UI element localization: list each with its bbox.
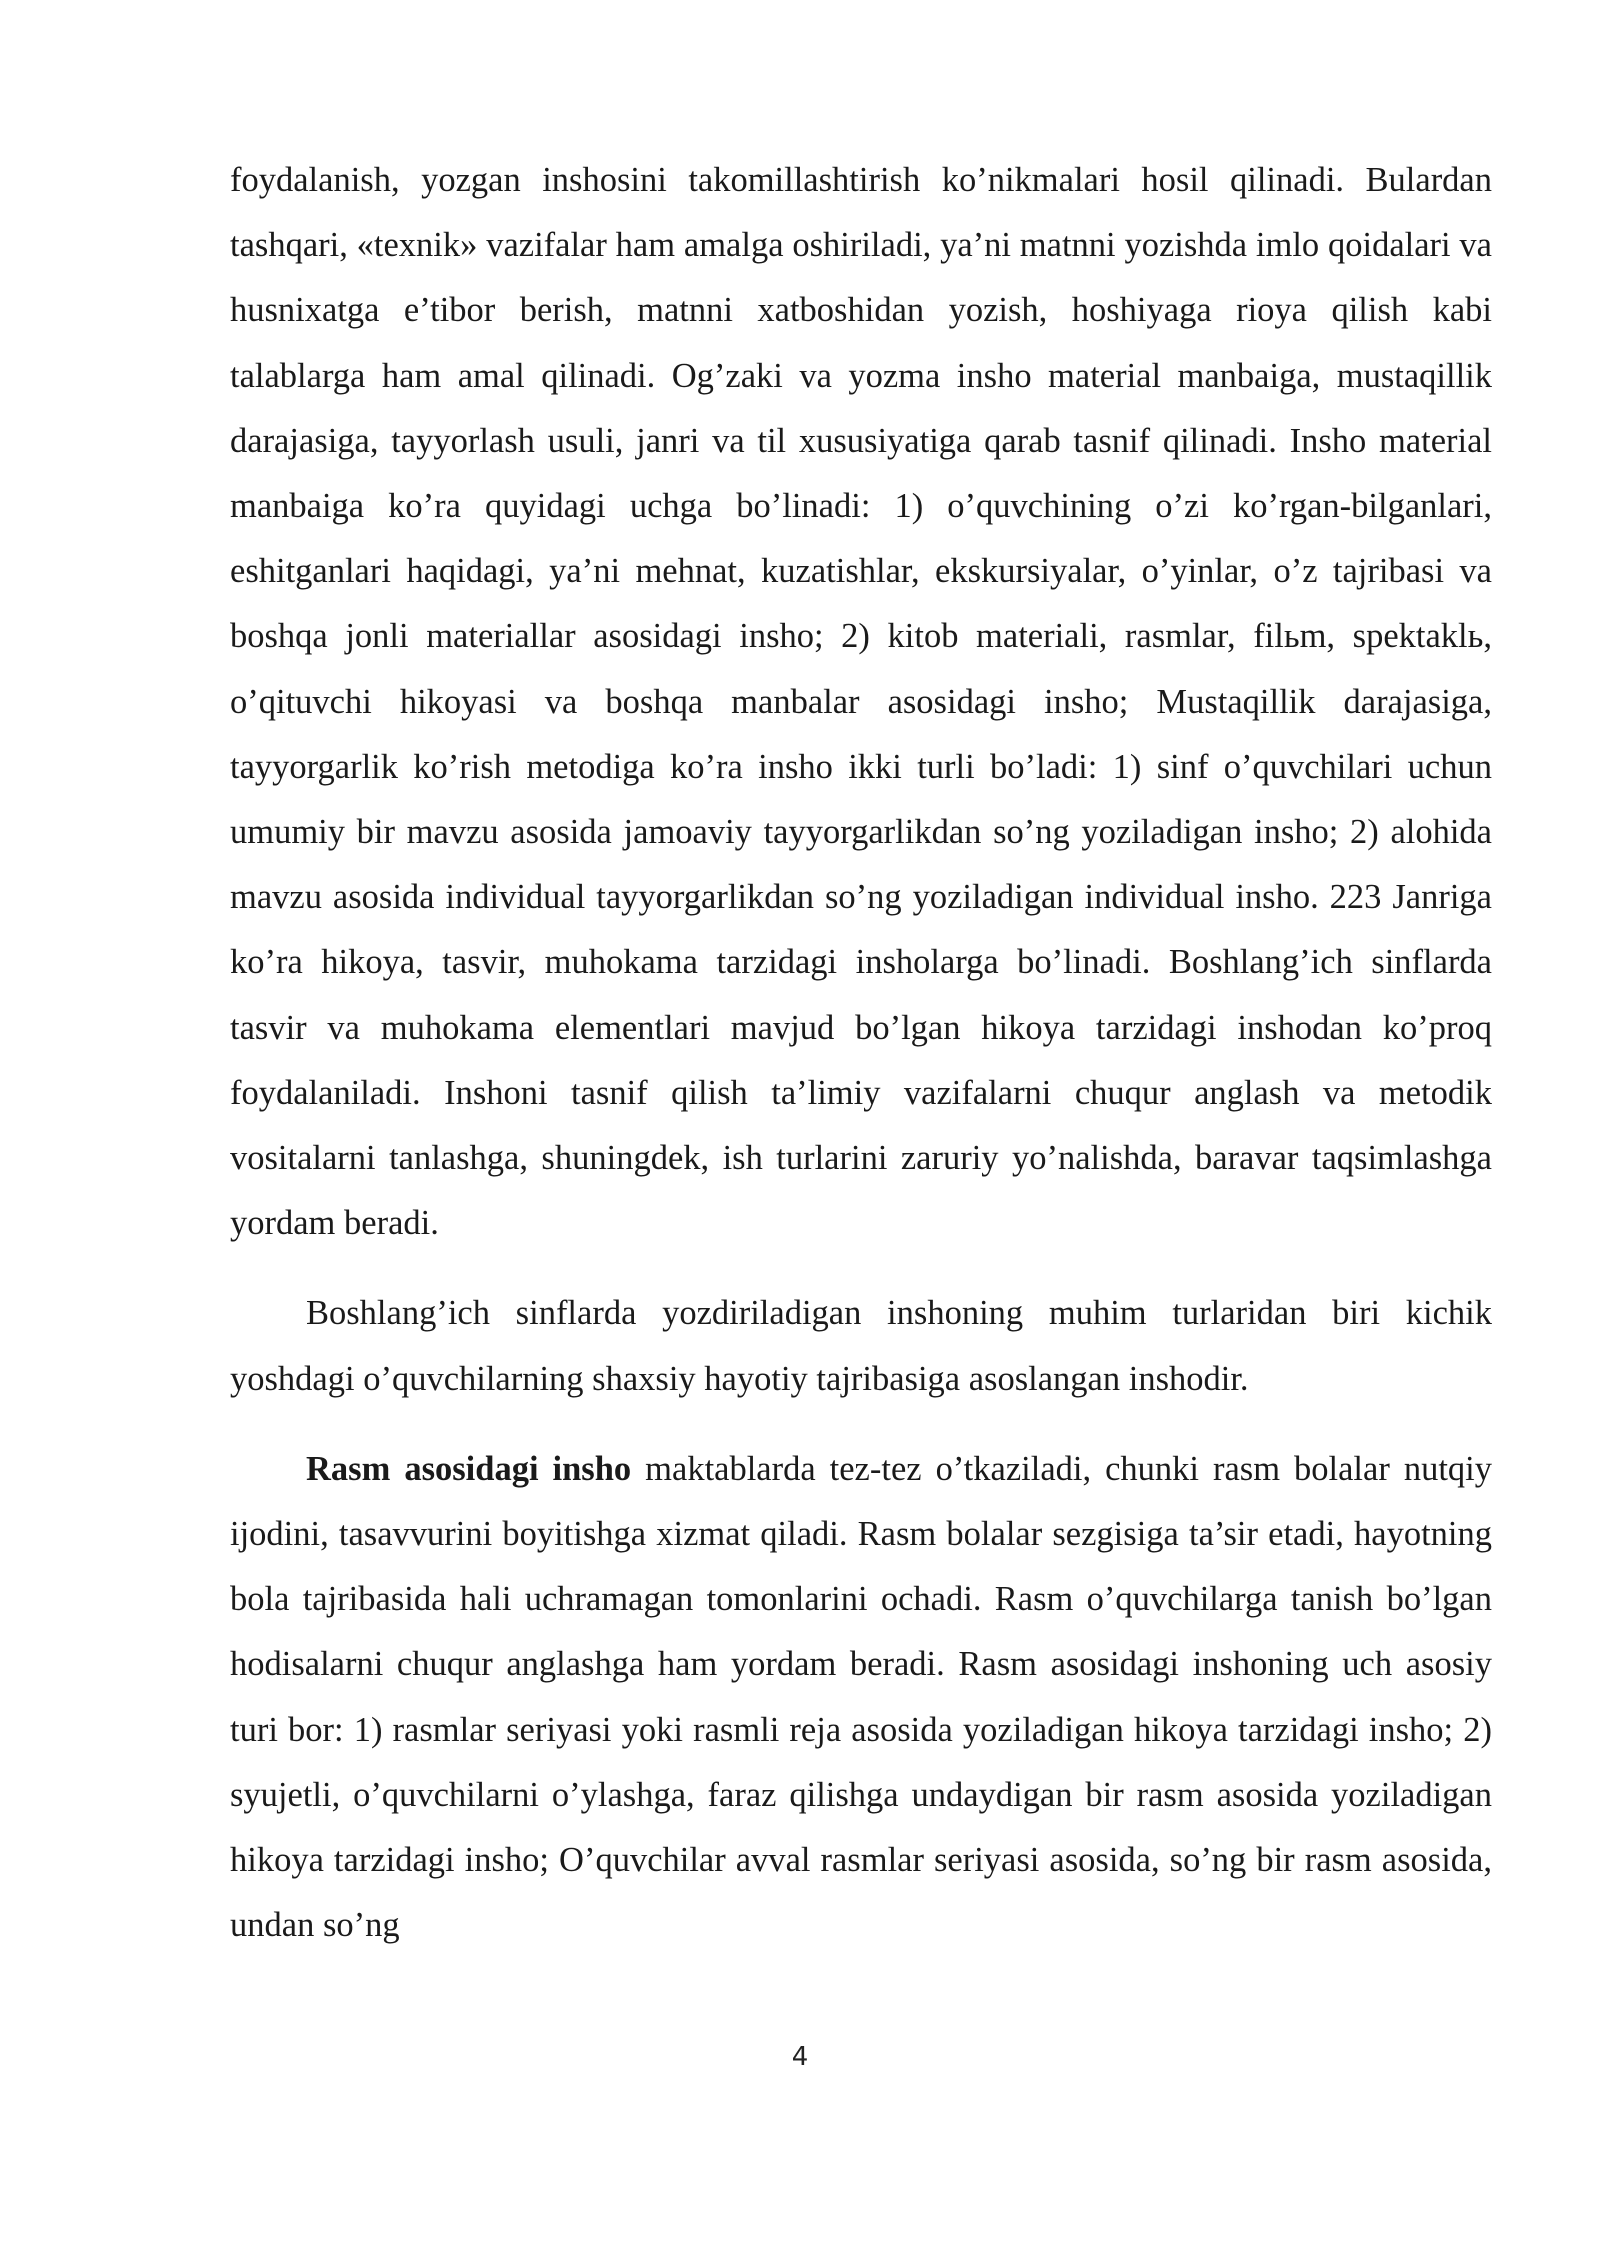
bold-term-rasm-asosidagi-insho: Rasm asosidagi insho — [306, 1449, 632, 1488]
paragraph-2: Boshlang’ich sinflarda yozdiriladigan inshoning muhim turlaridan biri kichik yoshdagi o’quvchilarning shaxsiy hayotiy tajribasiga asoslangan inshodir. — [230, 1294, 1492, 1398]
paragraph-1: foydalanish, yozgan inshosini takomillashtirish ko’nikmalari hosil qilinadi. Bulardan tashqari, «texnik» vazifalar ham amalga oshiriladi, ya’ni matnni yozishda imlo qoidalari va husnixatga e’tibor berish, matnni xatboshidan yozish, hoshiyaga rioya qilish kabi talablarga ham amal qilinadi. Og’zaki va yozma insho material manbaiga, mustaqillik darajasiga, tayyorlash usuli, janri va til xususiyatiga qarab tasnif qilinadi. Insho material manbaiga ko’ra quyidagi uchga bo’linadi: 1) o’quvchining o’zi ko’rgan-bilganlari, eshitganlari haqidagi, ya’ni mehnat, kuzatishlar, ekskursiyalar, o’yinlar, o’z tajribasi va boshqa jonli materiallar asosidagi insho; 2) kitob materiali, rasmlar, filьm, spektaklь, o’qituvchi hikoyasi va boshqa manbalar asosidagi insho; Mustaqillik darajasiga, tayyorgarlik ko’rish metodiga ko’ra insho ikki turli bo’ladi: 1) sinf o’quvchilari uchun umumiy bir mavzu asosida jamoaviy tayyorgarlikdan so’ng yoziladigan insho; 2) alohida mavzu asosida individual tayyorgarlikdan so’ng yoziladigan individual insho. 223 Janriga ko’ra hikoya, tasvir, muhokama tarzidagi insholarga bo’linadi. Boshlang’ich sinflarda tasvir va muhokama elementlari mavjud bo’lgan hikoya tarzidagi inshodan ko’proq foydalaniladi. Inshoni tasnif qilish ta’limiy vazifalarni chuqur anglash va metodik vositalarni tanlashga, shuningdek, ish turlarini zaruriy yo’nalishda, baravar taqsimlashga yordam beradi. — [230, 161, 1492, 1243]
body-text — [230, 148, 1492, 1958]
paragraph-3 — [230, 1437, 1492, 1959]
paragraph-3-text: maktablarda tez-tez o’tkaziladi, chunki rasm bolalar nutqiy ijodini, tasavvurini boyitishga xizmat qiladi. Rasm bolalar sezgisiga ta’sir etadi, hayotning bola tajribasida hali uchramagan tomonlarini ochadi. Rasm o’quvchilarga tanish bo’lgan hodisalarni chuqur anglashga ham yordam beradi. Rasm asosidagi inshoning uch asosiy turi bor: 1) rasmlar seriyasi yoki rasmli reja asosida yoziladigan hikoya tarzidagi insho; 2) syujetli, o’quvchilarni o’ylashga, faraz qilishga undaydigan bir rasm asosida yoziladigan hikoya tarzidagi insho; O’quvchilar avval rasmlar seriyasi asosida, so’ng bir rasm asosida, undan so’ng — [230, 1449, 1492, 1945]
page-number: 4 — [791, 2042, 809, 2072]
